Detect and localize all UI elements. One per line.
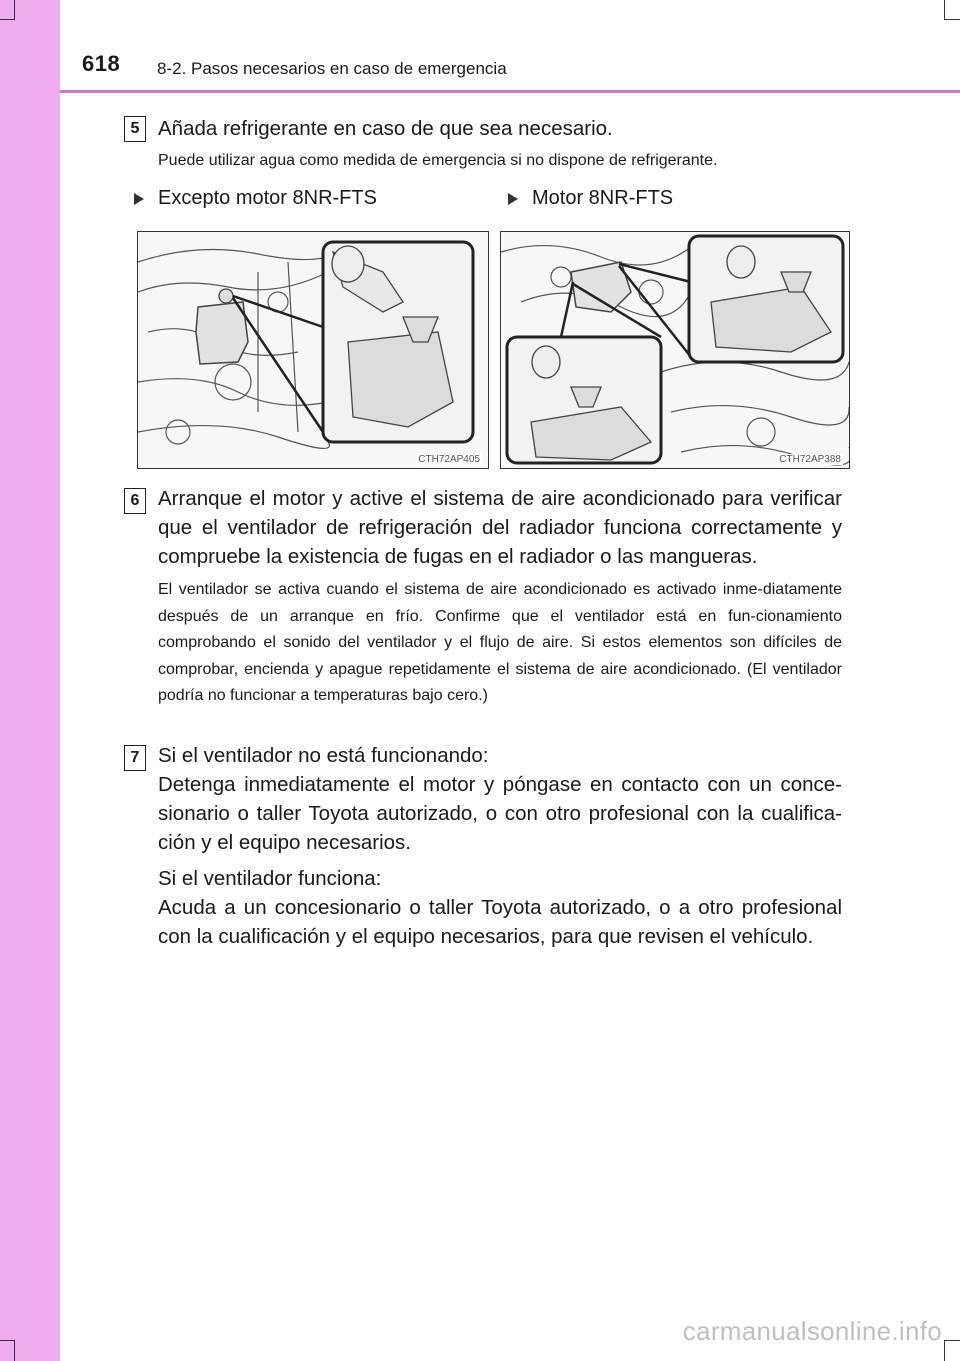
crop-mark-top-right-h xyxy=(944,19,960,20)
engine-illustration-right xyxy=(500,231,850,469)
reservoir-tank-shape xyxy=(196,302,248,364)
figure-left-code: CTH72AP405 xyxy=(418,454,480,465)
engine-bay-drawing xyxy=(138,232,488,468)
crop-mark-top-left-v xyxy=(14,0,15,20)
variant-right-text: Motor 8NR-FTS xyxy=(532,187,674,209)
step-7-badge: 7 xyxy=(124,745,146,771)
section-title: 8-2. Pasos necesarios en caso de emergencia xyxy=(157,59,507,78)
crop-mark-bottom-left-h xyxy=(0,1340,14,1341)
crop-mark-top-right-v xyxy=(944,0,945,20)
step-7-line-4: Acuda a un concesionario o taller Toyota autorizado, o a otro profesional con la cualificación y el equipo necesarios, para que revisen el vehículo. xyxy=(158,896,842,948)
step-7-line-1: Si el ventilador no está funcionando: xyxy=(158,744,489,767)
step-7-line-2: Detenga inmediatamente el motor y póngase en contacto con un conce-sionario o taller Toyota autorizado, o con otro profesional con la cualifica-ción y el equipo necesarios. xyxy=(158,773,842,854)
step-6-note: El ventilador se activa cuando el sistema de aire acondicionado es activado inme-diatamente después de un arranque en frío. Confirme que el ventilador está en fun-cionamiento comprobando el sonido del ventilador y el flujo de aire. Si estos elementos son difíciles de comprobar, encienda y apague repetidamente el sistema de aire acondicionado. (El ventilador podría no funcionar a temperaturas bajo cero.) xyxy=(158,581,842,704)
step-5-badge: 5 xyxy=(124,116,146,142)
page-number: 618 xyxy=(82,51,121,76)
step-6-badge: 6 xyxy=(124,488,146,514)
crop-mark-bottom-left-v xyxy=(14,1340,15,1361)
engine-illustration-left xyxy=(137,231,489,469)
variant-label-left xyxy=(134,187,377,210)
triangle-bullet-icon xyxy=(134,193,144,205)
crop-mark-bottom-right-h xyxy=(944,1340,960,1341)
variant-label-right xyxy=(508,187,673,210)
step-5-note: Puede utilizar agua como medida de emergencia si no dispone de refrigerante. xyxy=(158,152,718,169)
step-6-title: Arranque el motor y active el sistema de aire acondicionado para verificar que el ventilador de refrigeración del radiador funciona correctamente y compruebe la existencia de fugas en el radiador o las mangueras. xyxy=(158,487,842,568)
watermark: carmanualsonline.info xyxy=(682,1316,942,1346)
variant-left-text: Excepto motor 8NR-FTS xyxy=(158,187,377,209)
triangle-bullet-icon xyxy=(508,193,518,205)
crop-mark-bottom-right-v xyxy=(944,1340,945,1361)
crop-mark-top-left-h xyxy=(0,19,14,20)
page-header xyxy=(60,0,960,93)
step-5-title: Añada refrigerante en caso de que sea necesario. xyxy=(158,117,613,140)
engine-bay-drawing-8nr xyxy=(501,232,849,468)
step-7-line-3: Si el ventilador funciona: xyxy=(158,867,382,890)
figure-right-code: CTH72AP388 xyxy=(779,454,841,465)
chapter-tab-band xyxy=(0,0,60,1361)
